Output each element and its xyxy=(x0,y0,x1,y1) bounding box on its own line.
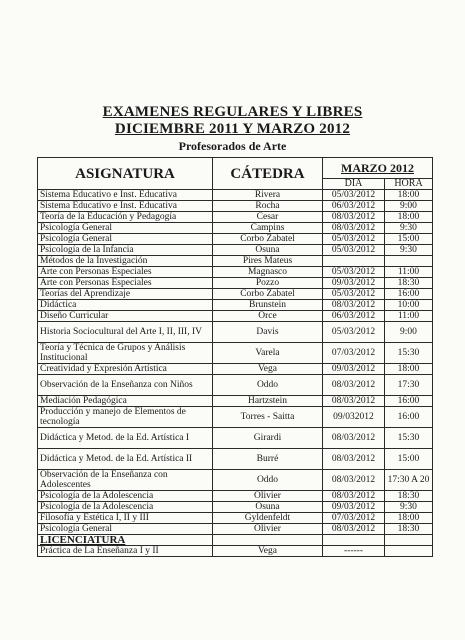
table-row xyxy=(38,407,433,428)
cell-asignatura: Didáctica y Metod. de la Ed. Artística I xyxy=(38,428,213,449)
cell-asignatura: Teoría y Técnica de Grupos y Análisis Institucional xyxy=(38,343,213,364)
table-row xyxy=(38,234,433,245)
table-row xyxy=(38,223,433,234)
table-row xyxy=(38,245,433,256)
cell-hora xyxy=(385,256,433,267)
cell-hora: 18:00 xyxy=(385,364,433,375)
cell-catedra: Magnasco xyxy=(213,267,323,278)
cell-catedra: Rivera xyxy=(213,190,323,201)
cell-asignatura: Práctica de La Enseñanza I y II xyxy=(38,546,213,557)
cell-asignatura: Sistema Educativo e Inst. Educativa xyxy=(38,190,213,201)
header-asignatura: ASIGNATURA xyxy=(38,158,213,190)
cell-dia: 09/03/2012 xyxy=(323,502,385,513)
cell-asignatura: Teorías del Aprendizaje xyxy=(38,289,213,300)
cell-dia: 08/03/2012 xyxy=(323,300,385,311)
cell-catedra: Rocha xyxy=(213,201,323,212)
cell-dia: 05/03/2012 xyxy=(323,289,385,300)
header-period xyxy=(323,158,433,179)
cell-dia xyxy=(323,256,385,267)
cell-catedra: Gyldenfeldt xyxy=(213,513,323,524)
cell-hora: 18:00 xyxy=(385,513,433,524)
table-row xyxy=(38,322,433,343)
cell-asignatura: Arte con Personas Especiales xyxy=(38,267,213,278)
cell-catedra: Orce xyxy=(213,311,323,322)
cell-hora: 16:00 xyxy=(385,396,433,407)
cell-dia: ------ xyxy=(323,546,385,557)
table-row xyxy=(38,449,433,470)
cell-dia: 07/03/2012 xyxy=(323,343,385,364)
cell-asignatura: Mediación Pedagógica xyxy=(38,396,213,407)
cell-dia: 08/03/2012 xyxy=(323,223,385,234)
table-row xyxy=(38,256,433,267)
cell-asignatura: Diseño Curricular xyxy=(38,311,213,322)
table-row xyxy=(38,343,433,364)
cell-dia: 09/032012 xyxy=(323,407,385,428)
cell-hora: 15:00 xyxy=(385,234,433,245)
table-row xyxy=(38,546,433,557)
table-row xyxy=(38,502,433,513)
cell-asignatura: Teoría de la Educación y Pedagogía xyxy=(38,212,213,223)
cell-catedra: Corbo Zabatel xyxy=(213,234,323,245)
exam-schedule-table xyxy=(37,157,433,557)
cell-hora: 15:30 xyxy=(385,343,433,364)
table-row xyxy=(38,289,433,300)
table-row xyxy=(38,470,433,491)
cell-hora: 17:30 A 20 xyxy=(385,470,433,491)
cell-dia: 08/03/2012 xyxy=(323,470,385,491)
header-hora: HORA xyxy=(385,179,433,190)
cell-hora xyxy=(385,546,433,557)
cell-catedra: Pires Mateus xyxy=(213,256,323,267)
cell-hora: 11:00 xyxy=(385,311,433,322)
cell-catedra: Vega xyxy=(213,364,323,375)
cell-asignatura: Observación de la Enseñanza con Adolescentes xyxy=(38,470,213,491)
cell-hora: 15:00 xyxy=(385,449,433,470)
cell-hora: 9:30 xyxy=(385,502,433,513)
cell-hora: 18:00 xyxy=(385,212,433,223)
cell-dia: 08/03/2012 xyxy=(323,396,385,407)
cell-asignatura: Psicología General xyxy=(38,234,213,245)
cell-dia: 05/03/2012 xyxy=(323,267,385,278)
table-row xyxy=(38,428,433,449)
cell-catedra xyxy=(213,535,323,546)
cell-asignatura: Arte con Personas Especiales xyxy=(38,278,213,289)
cell-asignatura: Observación de la Enseñanza con Niños xyxy=(38,375,213,396)
table-row xyxy=(38,311,433,322)
cell-asignatura: Creatividad y Expresión Artística xyxy=(38,364,213,375)
cell-hora: 17:30 xyxy=(385,375,433,396)
table-row xyxy=(38,201,433,212)
table-row xyxy=(38,491,433,502)
cell-catedra: Davis xyxy=(213,322,323,343)
cell-catedra: Pozzo xyxy=(213,278,323,289)
title-line-1: EXAMENES REGULARES Y LIBRES xyxy=(102,104,363,120)
cell-dia: 05/03/2012 xyxy=(323,245,385,256)
cell-hora xyxy=(385,535,433,546)
table-row xyxy=(38,300,433,311)
table-body xyxy=(38,190,433,557)
cell-catedra: Brunstein xyxy=(213,300,323,311)
cell-asignatura: Producción y manejo de Elementos de tecnología xyxy=(38,407,213,428)
cell-dia: 05/03/2012 xyxy=(323,322,385,343)
table-row xyxy=(38,364,433,375)
cell-asignatura: Filosofía y Estética I, II y III xyxy=(38,513,213,524)
header-period-label: MARZO 2012 xyxy=(341,161,414,175)
table-row xyxy=(38,375,433,396)
table-row xyxy=(38,212,433,223)
subtitle: Profesorados de Arte xyxy=(178,139,287,153)
cell-hora: 11:00 xyxy=(385,267,433,278)
title-line-2: DICIEMBRE 2011 Y MARZO 2012 xyxy=(114,121,351,137)
cell-hora: 18:30 xyxy=(385,491,433,502)
table-row xyxy=(38,278,433,289)
cell-catedra: Burré xyxy=(213,449,323,470)
cell-dia: 05/03/2012 xyxy=(323,190,385,201)
cell-asignatura: Didáctica xyxy=(38,300,213,311)
cell-asignatura: Psicología de la Infancia xyxy=(38,245,213,256)
cell-hora: 18:30 xyxy=(385,278,433,289)
cell-hora: 9:30 xyxy=(385,245,433,256)
cell-asignatura: Psicología de la Adolescencia xyxy=(38,491,213,502)
cell-asignatura: Psicología General xyxy=(38,223,213,234)
cell-asignatura: Didáctica y Metod. de la Ed. Artística II xyxy=(38,449,213,470)
cell-asignatura: Sistema Educativo e Inst. Educativa xyxy=(38,201,213,212)
cell-dia: 09/03/2012 xyxy=(323,364,385,375)
cell-dia: 08/03/2012 xyxy=(323,491,385,502)
table-row xyxy=(38,190,433,201)
cell-catedra: Corbo Zabatel xyxy=(213,289,323,300)
cell-catedra: Oddo xyxy=(213,470,323,491)
table-row xyxy=(38,524,433,535)
cell-dia: 08/03/2012 xyxy=(323,449,385,470)
cell-asignatura: Historia Sociocultural del Arte I, II, III, IV xyxy=(38,322,213,343)
section-row xyxy=(38,535,433,546)
cell-dia: 05/03/2012 xyxy=(323,234,385,245)
cell-hora: 10:00 xyxy=(385,300,433,311)
cell-asignatura: Psicología General xyxy=(38,524,213,535)
cell-catedra: Torres - Saitta xyxy=(213,407,323,428)
cell-catedra: Osuna xyxy=(213,502,323,513)
cell-dia: 06/03/2012 xyxy=(323,201,385,212)
cell-catedra: Olivier xyxy=(213,524,323,535)
cell-hora: 9:30 xyxy=(385,223,433,234)
cell-asignatura: Métodos de la Investigación xyxy=(38,256,213,267)
cell-hora: 15:30 xyxy=(385,428,433,449)
cell-asignatura: Psicología de la Adolescencia xyxy=(38,502,213,513)
cell-catedra: Olivier xyxy=(213,491,323,502)
header-dia: DIA xyxy=(323,179,385,190)
cell-hora: 9:00 xyxy=(385,201,433,212)
cell-hora: 16:00 xyxy=(385,407,433,428)
cell-catedra: Varela xyxy=(213,343,323,364)
cell-hora: 16:00 xyxy=(385,289,433,300)
cell-dia: 08/03/2012 xyxy=(323,375,385,396)
cell-catedra: Girardi xyxy=(213,428,323,449)
header-catedra: CÁTEDRA xyxy=(213,158,323,190)
table-row xyxy=(38,513,433,524)
cell-dia: 08/03/2012 xyxy=(323,428,385,449)
cell-catedra: Cesar xyxy=(213,212,323,223)
cell-hora: 9:00 xyxy=(385,322,433,343)
cell-dia: 06/03/2012 xyxy=(323,311,385,322)
cell-catedra: Osuna xyxy=(213,245,323,256)
cell-dia: 09/03/2012 xyxy=(323,278,385,289)
cell-catedra: Oddo xyxy=(213,375,323,396)
cell-dia: 08/03/2012 xyxy=(323,524,385,535)
cell-dia xyxy=(323,535,385,546)
cell-catedra: Campins xyxy=(213,223,323,234)
cell-dia: 07/03/2012 xyxy=(323,513,385,524)
table-row xyxy=(38,267,433,278)
cell-hora: 18:30 xyxy=(385,524,433,535)
cell-hora: 18:00 xyxy=(385,190,433,201)
cell-catedra: Vega xyxy=(213,546,323,557)
cell-catedra: Hartzstein xyxy=(213,396,323,407)
table-row xyxy=(38,396,433,407)
section-label: LICENCIATURA xyxy=(38,535,213,546)
cell-dia: 08/03/2012 xyxy=(323,212,385,223)
